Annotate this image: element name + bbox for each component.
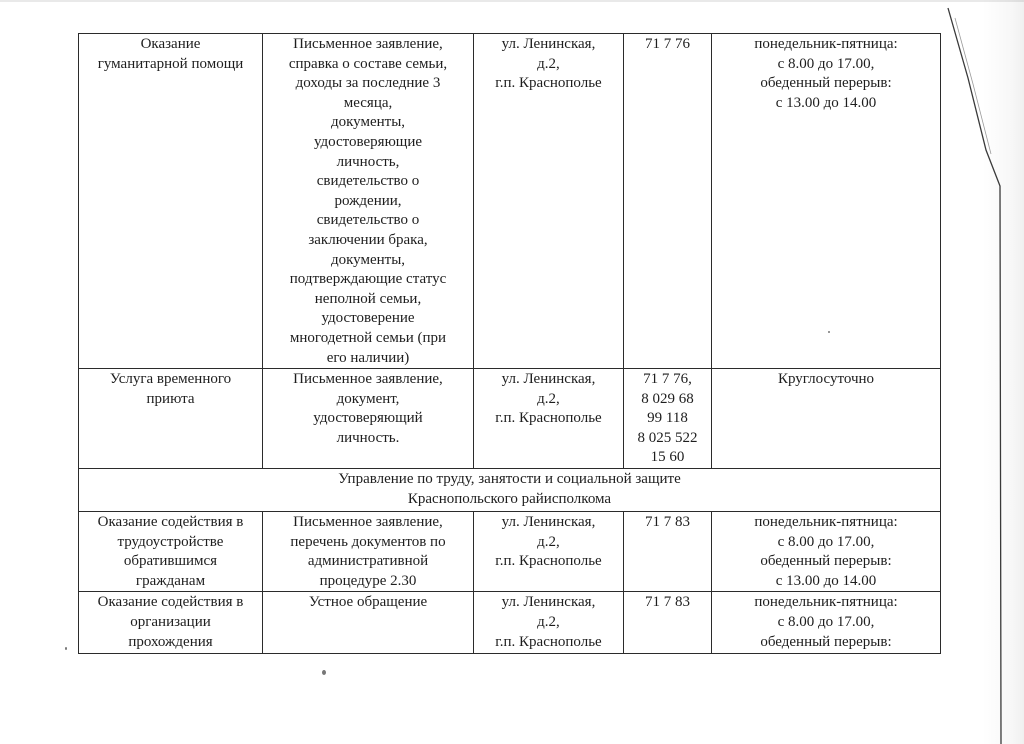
working-hours-cell: понедельник-пятница: с 8.00 до 17.00, обеденный перерыв: с 13.00 до 14.00 [712, 512, 941, 592]
required-documents-cell: Письменное заявление, перечень документов по административной процедуре 2.30 [263, 512, 474, 592]
scan-speck [322, 670, 326, 675]
phone-cell: 71 7 83 [624, 592, 712, 654]
address-cell: ул. Ленинская, д.2, г.п. Краснополье [474, 592, 624, 654]
required-documents-cell: Письменное заявление, справка о составе семьи, доходы за последние 3 месяца, документы, удостоверяющие личность, свидетельство о рождении, свидетельство о заключении брака, документы, подтверждающие статус неполной семьи, удостоверение многодетной семьи (при его наличии) [263, 34, 474, 369]
service-name-cell: Услуга временного приюта [79, 369, 263, 469]
working-hours-cell: понедельник-пятница: с 8.00 до 17.00, обеденный перерыв: с 13.00 до 14.00 [712, 34, 941, 369]
address-cell: ул. Ленинская, д.2, г.п. Краснополье [474, 512, 624, 592]
phone-cell: 71 7 76 [624, 34, 712, 369]
section-title: Управление по труду, занятости и социальной защите Краснопольского райисполкома [79, 469, 941, 512]
address-cell: ул. Ленинская, д.2, г.п. Краснополье [474, 369, 624, 469]
required-documents-cell: Письменное заявление, документ, удостоверяющий личность. [263, 369, 474, 469]
address-cell: ул. Ленинская, д.2, г.п. Краснополье [474, 34, 624, 369]
service-name-cell: Оказание содействия в трудоустройстве обратившимся гражданам [79, 512, 263, 592]
service-name-cell: Оказание содействия в организации прохождения [79, 592, 263, 654]
service-name-cell: Оказание гуманитарной помощи [79, 34, 263, 369]
table-row [79, 512, 941, 592]
working-hours-cell: Круглосуточно [712, 369, 941, 469]
section-header-row [79, 469, 941, 512]
phone-cell: 71 7 76, 8 029 68 99 118 8 025 522 15 60 [624, 369, 712, 469]
table-row [79, 369, 941, 469]
services-table [78, 33, 941, 654]
scan-speck [65, 647, 67, 650]
required-documents-cell: Устное обращение [263, 592, 474, 654]
phone-cell: 71 7 83 [624, 512, 712, 592]
table-row [79, 592, 941, 654]
working-hours-cell: понедельник-пятница: с 8.00 до 17.00, обеденный перерыв: [712, 592, 941, 654]
table-row [79, 34, 941, 369]
